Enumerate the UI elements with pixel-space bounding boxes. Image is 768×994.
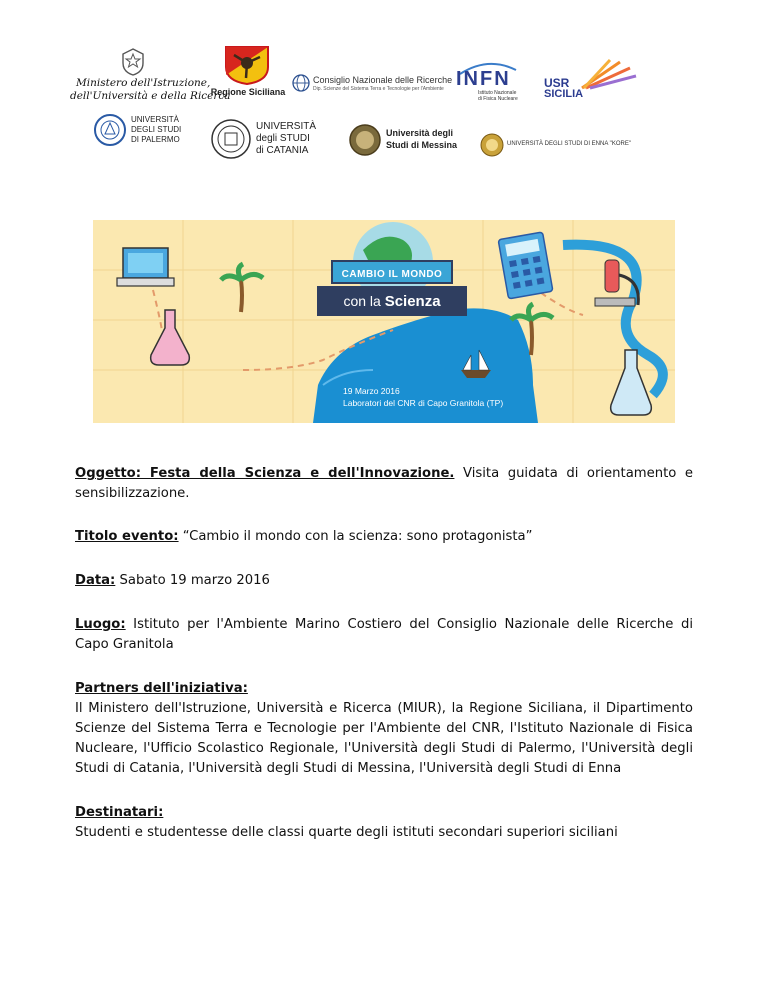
partners-paragraph	[75, 679, 693, 779]
unict-logo	[210, 118, 330, 163]
unict-line2: degli STUDI	[256, 133, 310, 144]
luogo-text: Istituto per l'Ambiente Marino Costiero del Consiglio Nazionale delle Ricerche di Capo Granitola	[75, 617, 693, 652]
unikore-seal-icon	[480, 133, 504, 157]
banner-title-scienza: Scienza	[384, 293, 441, 310]
unict-seal-icon	[210, 118, 252, 160]
usr-sicilia-logo	[540, 58, 640, 103]
unipa-logo	[93, 113, 193, 155]
banner-date: 19 Marzo 2016	[343, 386, 400, 396]
unipa-line2: DEGLI STUDI	[131, 125, 182, 134]
trinacria-shield-icon	[224, 45, 270, 85]
luogo-paragraph	[75, 615, 693, 655]
banner-title-top	[331, 260, 453, 284]
miur-line1: Ministero dell'Istruzione,	[76, 77, 211, 89]
unipa-line1: UNIVERSITÀ	[131, 115, 180, 124]
data-text: Sabato 19 marzo 2016	[115, 573, 270, 588]
unipa-seal-icon	[93, 113, 127, 147]
destinatari-text: Studenti e studentesse delle classi quarte degli istituti secondari superiori siciliani	[75, 825, 618, 840]
banner-title-top-text: CAMBIO IL MONDO	[341, 269, 443, 280]
unipa-line3: DI PALERMO	[131, 135, 180, 144]
infn-logo	[450, 62, 530, 102]
usr-line1: USR	[544, 76, 570, 90]
italian-emblem-icon	[120, 48, 146, 76]
cnr-line2: Dip. Scienze del Sistema Terra e Tecnologie per l'Ambiente	[313, 86, 444, 92]
destinatari-label: Destinatari:	[75, 805, 164, 820]
titolo-paragraph	[75, 527, 693, 547]
oggetto-label: Oggetto: Festa della Scienza e dell'Innovazione.	[75, 466, 455, 481]
regione-siciliana-logo	[207, 45, 289, 105]
titolo-label: Titolo evento:	[75, 529, 179, 544]
data-label: Data:	[75, 573, 116, 588]
luogo-label: Luogo:	[75, 617, 126, 632]
banner-title-bottom	[317, 286, 467, 316]
infn-label: INFN	[456, 68, 511, 90]
titolo-text: “Cambio il mondo con la scienza: sono protagonista”	[178, 529, 533, 544]
infn-sub2: di Fisica Nucleare	[478, 96, 518, 102]
banner-place: Laboratori del CNR di Capo Granitola (TP)	[343, 398, 504, 408]
unime-seal-icon	[348, 123, 382, 157]
unime-line2: Studi di Messina	[386, 140, 458, 150]
unict-line1: UNIVERSITÀ	[256, 121, 317, 132]
banner-title-con-la: con la	[343, 293, 385, 309]
unict-line3: di CATANIA	[256, 145, 309, 156]
cnr-line1: Consiglio Nazionale delle Ricerche	[313, 75, 453, 85]
cnr-globe-icon	[292, 74, 310, 92]
unikore-logo	[480, 133, 650, 159]
oggetto-paragraph	[75, 464, 693, 504]
oggetto-text: Visita guidata di orientamento e sensibilizzazione.	[75, 466, 693, 501]
partners-text: Il Ministero dell'Istruzione, Università e Ricerca (MIUR), la Regione Siciliana, il Dipartimento Scienze del Sistema Terra e Tecnologie per l'Ambiente del CNR, l'Istituto Nazionale di Fisica Nucleare, l'Ufficio Scolastico Regionale, l'Università degli Studi di Palermo, l'Università degli Studi di Catania, l'Università degli Studi di Messina, l'Università degli Studi di Enna	[75, 701, 693, 776]
laptop-character	[117, 248, 174, 286]
cnr-logo	[292, 72, 453, 96]
flask-character	[151, 310, 190, 365]
unikore-label: UNIVERSITÀ DEGLI STUDI DI ENNA "KORE"	[507, 141, 631, 147]
unime-logo	[348, 123, 468, 163]
data-paragraph	[75, 571, 693, 591]
infn-sub1: Istituto Nazionale	[478, 90, 517, 96]
miur-logo	[70, 48, 231, 103]
event-banner	[93, 220, 675, 423]
erlenmeyer-character	[611, 350, 652, 415]
miur-line2: dell'Università e della Ricerca	[70, 90, 231, 102]
usr-rays-icon	[580, 58, 638, 90]
regione-label: Regione Siciliana	[210, 87, 286, 97]
unime-line1: Università degli	[386, 128, 454, 138]
usr-line2: SICILIA	[544, 88, 584, 100]
destinatari-paragraph	[75, 803, 693, 843]
partners-label: Partners dell'iniziativa:	[75, 681, 248, 696]
calculator-character	[498, 232, 553, 299]
palm-tree-left	[221, 264, 263, 312]
